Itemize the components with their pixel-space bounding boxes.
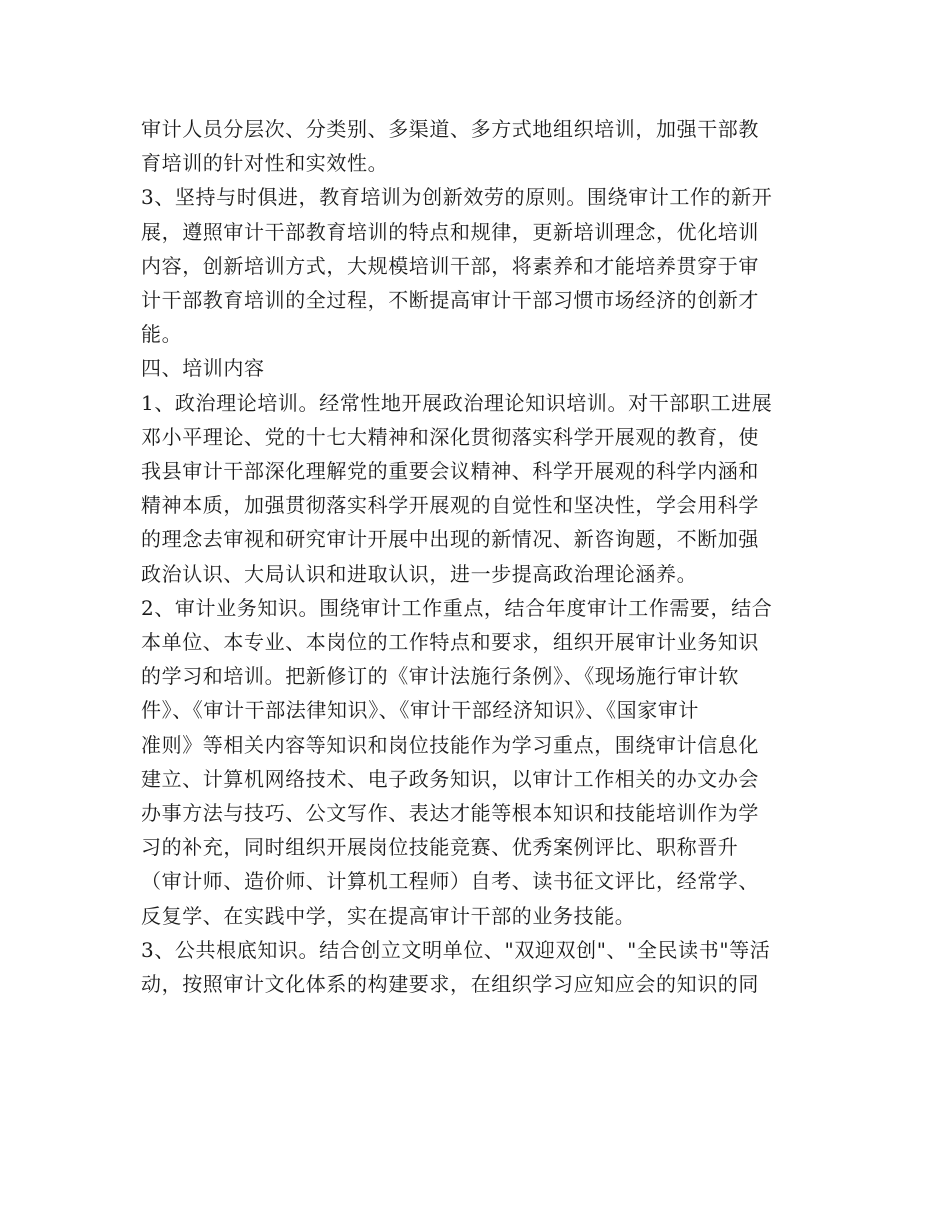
- text-line: （审计师、造价师、计算机工程师）自考、读书征文评比，经常学、: [141, 869, 759, 894]
- text-line: 精神本质，加强贯彻落实科学开展观的自觉性和坚决性，学会用科学: [141, 493, 759, 518]
- text-line: 能。: [141, 322, 183, 347]
- text-line: 2、审计业务知识。围绕审计工作重点，结合年度审计工作需要，结合: [141, 595, 773, 620]
- text-line: 政治认识、大局认识和进取认识，进一步提高政治理论涵养。: [141, 561, 698, 586]
- text-line: 3、公共根底知识。结合创立文明单位、"双迎双创"、"全民读书"等活: [141, 937, 771, 962]
- text-line: 邓小平理论、党的十七大精神和深化贯彻落实科学开展观的教育，使: [141, 424, 759, 449]
- text-line: 展，遵照审计干部教育培训的特点和规律，更新培训理念，优化培训: [141, 219, 759, 244]
- text-line: 件》、《审计干部法律知识》、《审计干部经济知识》、《国家审计: [141, 698, 699, 723]
- text-line: 反复学、在实践中学，实在提高审计干部的业务技能。: [141, 903, 636, 928]
- text-line: 本单位、本专业、本岗位的工作特点和要求，组织开展审计业务知识: [141, 630, 759, 655]
- text-line: 3、坚持与时俱进，教育培训为创新效劳的原则。围绕审计工作的新开: [141, 185, 773, 210]
- text-line: 计干部教育培训的全过程，不断提高审计干部习惯市场经济的创新才: [141, 288, 759, 313]
- text-line: 内容，创新培训方式，大规模培训干部，将素养和才能培养贯穿于审: [141, 253, 759, 278]
- text-line: 动，按照审计文化体系的构建要求，在组织学习应知应会的知识的同: [141, 972, 759, 997]
- section-heading: 四、培训内容: [141, 356, 265, 381]
- text-line: 建立、计算机网络技术、电子政务知识，以审计工作相关的办文办会: [141, 766, 759, 791]
- text-line: 习的补充，同时组织开展岗位技能竞赛、优秀案例评比、职称晋升: [141, 835, 739, 860]
- text-line: 办事方法与技巧、公文写作、表达才能等根本知识和技能培训作为学: [141, 801, 759, 826]
- text-line: 1、政治理论培训。经常性地开展政治理论知识培训。对干部职工进展: [141, 390, 773, 415]
- text-line: 的学习和培训。把新修订的《审计法施行条例》、《现场施行审计软: [141, 664, 739, 689]
- document-body: [141, 112, 821, 1001]
- text-line: 的理念去审视和研究审计开展中出现的新情况、新咨询题，不断加强: [141, 527, 759, 552]
- text-line: 审计人员分层次、分类别、多渠道、多方式地组织培训，加强干部教: [141, 117, 759, 141]
- text-line: 准则》等相关内容等知识和岗位技能作为学习重点，围绕审计信息化: [141, 732, 759, 757]
- text-line: 我县审计干部深化理解党的重要会议精神、科学开展观的科学内涵和: [141, 459, 759, 484]
- text-line: 育培训的针对性和实效性。: [141, 151, 389, 176]
